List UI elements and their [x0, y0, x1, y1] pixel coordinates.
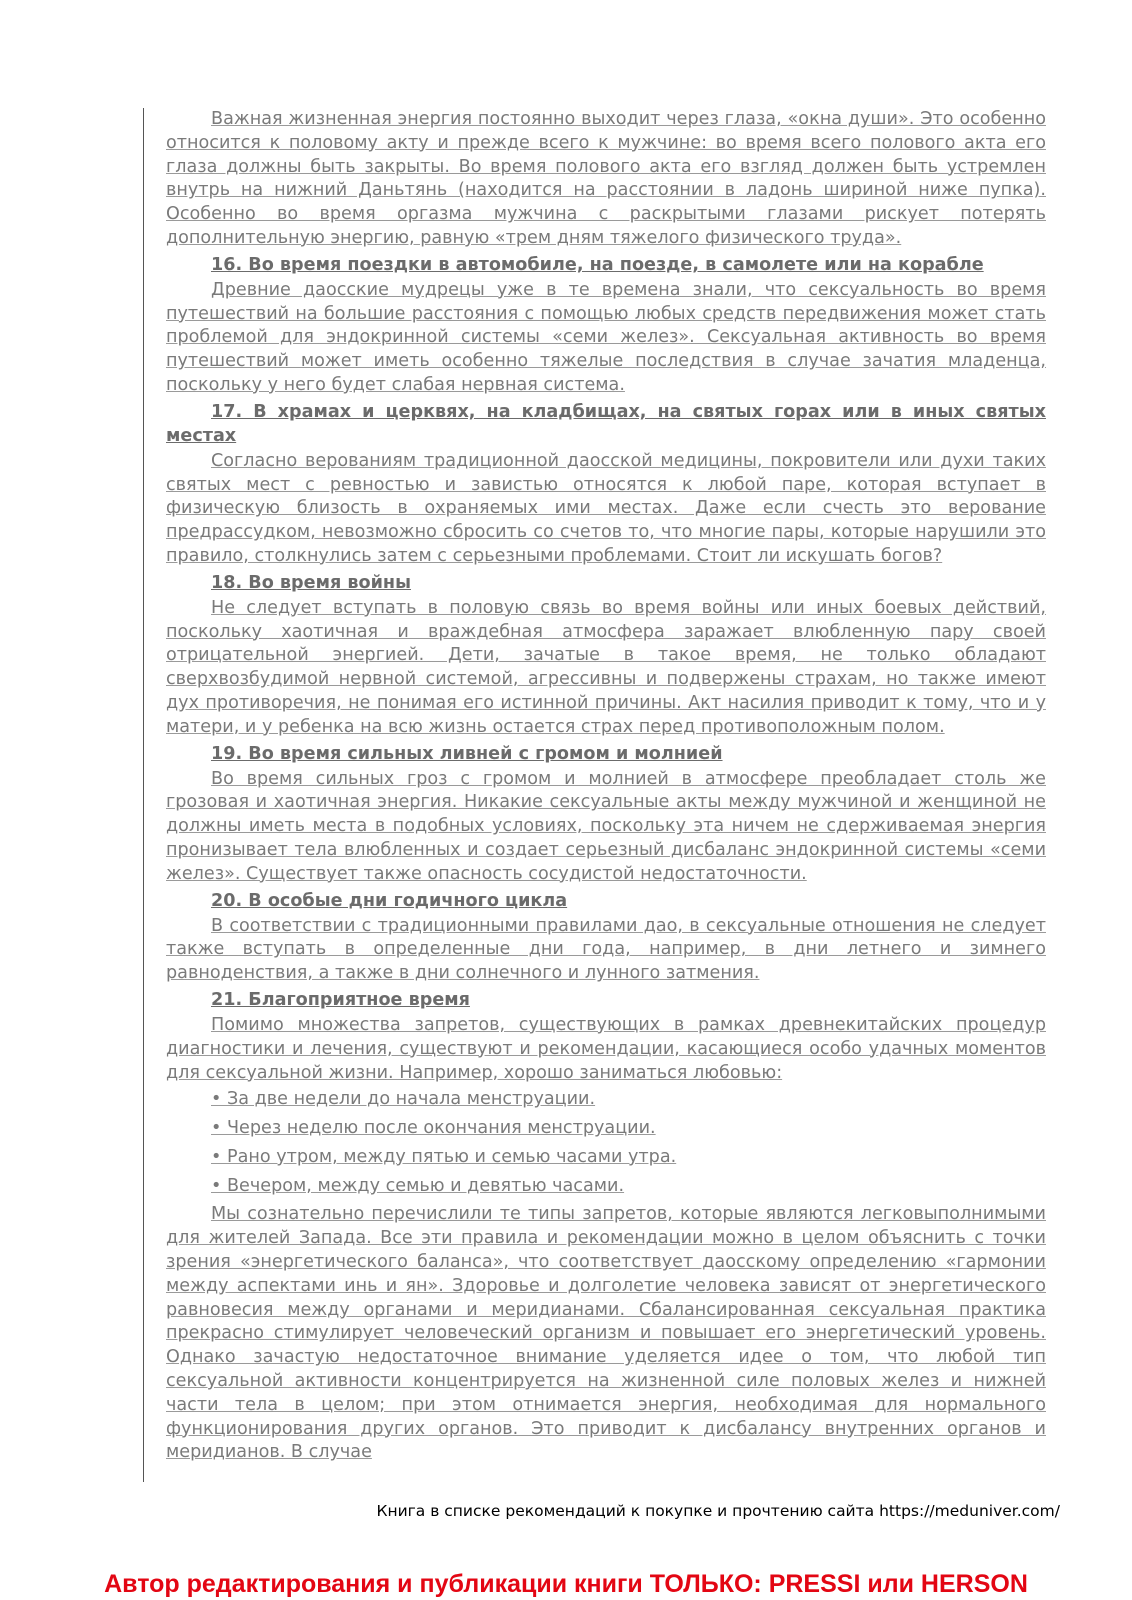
section-heading-16: 16. Во время поездки в автомобиле, на поезде, в самолете или на корабле: [211, 254, 984, 275]
publisher-banner: Автор редактирования и публикации книги ТОЛЬКО: PRESSI или HERSON: [104, 1570, 1028, 1598]
paragraph: Древние даосские мудрецы уже в те времена знали, что сексуальность во время путешествий на большие расстояния с помощью любых средств передвижения может стать проблемой для эндокринной системы «семи желез». Сексуальная активность во время путешествий может иметь особенно тяжелые последствия в случае зачатия младенца, поскольку у него будет слабая нервная система.: [166, 279, 1046, 395]
footer-site-note: Книга в списке рекомендаций к покупке и прочтению сайта https://meduniver.com/: [376, 1502, 1060, 1520]
recommendation-list: [166, 1088, 1046, 1198]
list-item: • Вечером, между семью и девятью часами.: [211, 1175, 625, 1196]
paragraph: Во время сильных гроз с громом и молнией в атмосфере преобладает столь же грозовая и хаотичная энергия. Никакие сексуальные акты между мужчиной и женщиной не должны иметь места в подобных условиях, поскольку эта ничем не сдерживаемая энергия пронизывает тела влюбленных и создает серьезный дисбаланс эндокринной системы «семи желез». Существует также опасность сосудистой недостаточности.: [166, 768, 1046, 884]
section-heading-17: 17. В храмах и церквях, на кладбищах, на святых горах или в иных святых местах: [166, 401, 1046, 446]
list-item: • За две недели до начала менструации.: [211, 1089, 596, 1110]
paragraph: Не следует вступать в половую связь во время войны или иных боевых действий, поскольку хаотичная и враждебная атмосфера заражает влюбленную пару своей отрицательной энергией. Дети, зачатые в такое время, не только обладают сверхвозбудимой нервной системой, агрессивны и подвержены страхам, но также имеют дух противоречия, не понимая его истинной причины. Акт насилия приводит к тому, что и у матери, и у ребенка на всю жизнь остается страх перед противоположным полом.: [166, 597, 1046, 737]
list-item: • Через неделю после окончания менструации.: [211, 1118, 656, 1139]
paragraph: Помимо множества запретов, существующих в рамках древнекитайских процедур диагностики и лечения, существуют и рекомендации, касающиеся особо удачных моментов для сексуальной жизни. Например, хорошо заниматься любовью:: [166, 1014, 1046, 1083]
paragraph: В соответствии с традиционными правилами дао, в сексуальные отношения не следует также вступать в определенные дни года, например, в дни летнего и зимнего равноденствия, а также в дни солнечного и лунного затмения.: [166, 915, 1046, 984]
section-heading-21: 21. Благоприятное время: [211, 989, 470, 1010]
section-heading-19: 19. Во время сильных ливней с громом и молнией: [211, 743, 723, 764]
paragraph: Важная жизненная энергия постоянно выходит через глаза, «окна души». Это особенно относится к половому акту и прежде всего к мужчине: во время всего полового акта его глаза должны быть закрыты. Во время полового акта его взгляд должен быть устремлен внутрь на нижний Даньтянь (находится на расстоянии в ладонь шириной ниже пупка). Особенно во время оргазма мужчина с раскрытыми глазами рискует потерять дополнительную энергию, равную «трем дням тяжелого физического труда».: [166, 109, 1046, 248]
section-heading-20: 20. В особые дни годичного цикла: [211, 890, 568, 911]
section-heading-18: 18. Во время войны: [211, 572, 411, 593]
paragraph: Согласно верованиям традиционной даосской медицины, покровители или духи таких святых мест с ревностью и завистью относятся к любой паре, которая вступает в физическую близость в охраняемых ими местах. Даже если счесть это верование предрассудком, невозможно сбросить со счетов то, что многие пары, которые нарушили это правило, столкнулись затем с серьезными проблемами. Стоит ли искушать богов?: [166, 450, 1046, 566]
margin-rule: [143, 108, 144, 1482]
paragraph: Мы сознательно перечислили те типы запретов, которые являются легковыполнимыми для жителей Запада. Все эти правила и рекомендации можно в целом объяснить с точки зрения «энергетического баланса», что соответствует даосскому определению «гармонии между аспектами инь и ян». Здоровье и долголетие человека зависят от энергетического равновесия между органами и меридианами. Сбалансированная сексуальная практика прекрасно стимулирует человеческий организм и повышает его энергетический уровень. Однако зачастую недостаточное внимание уделяется идее о том, что любой тип сексуальной активности концентрируется на жизненной силе половых желез и нижней части тела в целом; при этом отнимается энергия, необходимая для нормального функционирования других органов. Это приводит к дисбалансу внутренних органов и меридианов. В случае: [166, 1204, 1046, 1463]
list-item: • Рано утром, между пятью и семью часами утра.: [211, 1146, 677, 1167]
page-body: [166, 108, 1046, 1465]
